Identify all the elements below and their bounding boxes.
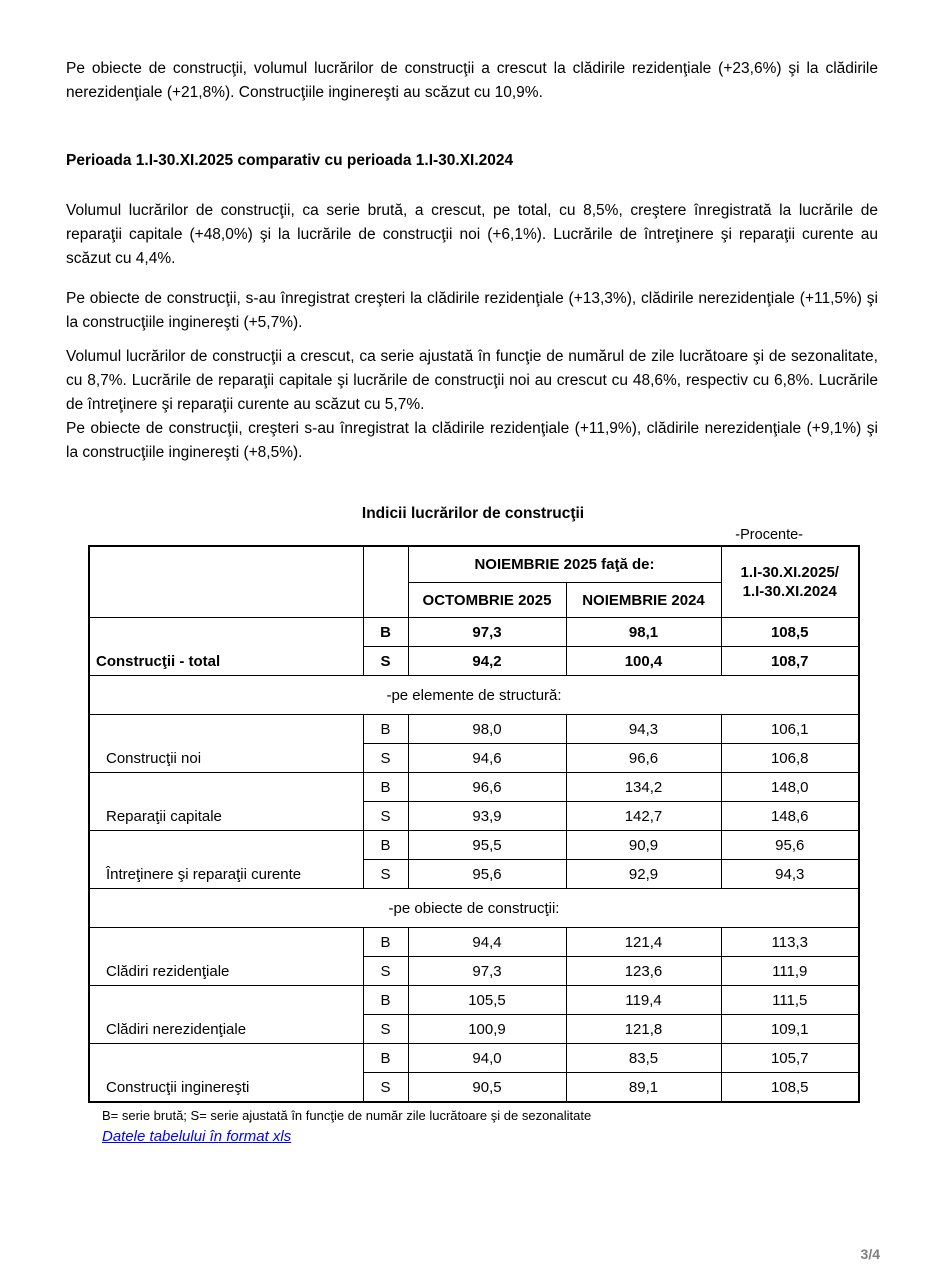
value-cell: 134,2	[566, 773, 721, 802]
value-cell: 111,9	[721, 957, 859, 986]
section-label-objects: -pe obiecte de construcţii:	[89, 889, 859, 928]
value-cell: 95,5	[408, 831, 566, 860]
value-cell: 95,6	[408, 860, 566, 889]
row-label-residential: Clădiri rezidenţiale	[89, 928, 363, 986]
value-cell: 105,7	[721, 1044, 859, 1073]
value-cell: 119,4	[566, 986, 721, 1015]
row-label-new-constructions: Construcţii noi	[89, 715, 363, 773]
series-code-b: B	[363, 928, 408, 957]
header-prev-month: OCTOMBRIE 2025	[408, 583, 566, 618]
row-label-maintenance: Întreţinere şi reparaţii curente	[89, 831, 363, 889]
series-code-b: B	[363, 773, 408, 802]
header-prev-year: NOIEMBRIE 2024	[566, 583, 721, 618]
value-cell: 94,6	[408, 744, 566, 773]
units-note: -Procente-	[735, 527, 803, 543]
header-compare-group: NOIEMBRIE 2025 faţă de:	[408, 546, 721, 583]
row-label-nonresidential: Clădiri nerezidenţiale	[89, 986, 363, 1044]
value-cell: 106,8	[721, 744, 859, 773]
value-cell: 83,5	[566, 1044, 721, 1073]
value-cell: 113,3	[721, 928, 859, 957]
value-cell: 95,6	[721, 831, 859, 860]
series-code-s: S	[363, 1073, 408, 1103]
table-row-maintenance-b	[89, 831, 859, 860]
header-empty-label-cell	[89, 546, 363, 618]
table-title: Indicii lucrărilor de construcţii	[361, 505, 585, 522]
value-cell: 111,5	[721, 986, 859, 1015]
section-row-structure	[89, 676, 859, 715]
value-cell: 97,3	[408, 957, 566, 986]
value-cell: 100,9	[408, 1015, 566, 1044]
table-row-new-b	[89, 715, 859, 744]
value-cell: 94,4	[408, 928, 566, 957]
value-cell: 108,5	[721, 1073, 859, 1103]
value-cell: 109,1	[721, 1015, 859, 1044]
value-cell: 98,1	[566, 618, 721, 647]
value-cell: 93,9	[408, 802, 566, 831]
table-row-capital-repairs-b	[89, 773, 859, 802]
row-label-capital-repairs: Reparaţii capitale	[89, 773, 363, 831]
xls-download-link[interactable]: Datele tabelului în format xls	[102, 1128, 292, 1145]
row-label-engineering: Construcţii inginereşti	[89, 1044, 363, 1103]
value-cell: 121,8	[566, 1015, 721, 1044]
series-code-s: S	[363, 744, 408, 773]
value-cell: 106,1	[721, 715, 859, 744]
value-cell: 89,1	[566, 1073, 721, 1103]
period-heading: Perioada 1.I-30.XI.2025 comparativ cu perioada 1.I-30.XI.2024	[66, 152, 514, 169]
value-cell: 148,6	[721, 802, 859, 831]
table-row-engineering-b	[89, 1044, 859, 1073]
series-code-s: S	[363, 1015, 408, 1044]
header-empty-code-cell	[363, 546, 408, 618]
paragraph-objects-gross: Pe obiecte de construcţii, s-au înregistrat creşteri la clădirile rezidenţiale (+13,3%), clădirile nerezidenţiale (+11,5%) şi la construcţiile inginereşti (+5,7%).	[66, 290, 878, 331]
value-cell: 94,0	[408, 1044, 566, 1073]
row-label-total: Construcţii - total	[89, 618, 363, 676]
value-cell: 148,0	[721, 773, 859, 802]
value-cell: 108,5	[721, 618, 859, 647]
page-number: 3/4	[860, 1246, 880, 1262]
section-row-objects	[89, 889, 859, 928]
value-cell: 96,6	[566, 744, 721, 773]
series-code-b: B	[363, 986, 408, 1015]
table-row-residential-b	[89, 928, 859, 957]
header-period-line2: 1.I-30.XI.2024	[742, 583, 837, 600]
header-period-line1: 1.I-30.XI.2025/	[740, 564, 839, 581]
indices-table	[88, 545, 860, 1103]
table-row-total-b	[89, 618, 859, 647]
table-header-row-1	[89, 546, 859, 583]
value-cell: 90,9	[566, 831, 721, 860]
paragraph-gross-series: Volumul lucrărilor de construcţii, ca serie brută, a crescut, pe total, cu 8,5%, creştere înregistrată la lucrările de reparaţii capitale (+48,0%) şi la lucrările de construcţii noi (+6,1%). Lucrările de întreţinere şi reparaţii curente au scăzut cu 4,4%.	[66, 202, 878, 267]
paragraph-objects-adjusted: Pe obiecte de construcţii, creşteri s-au înregistrat la clădirile rezidenţiale (+11,9%), clădirile nerezidenţiale (+9,1%) şi la construcţiile inginereşti (+8,5%).	[66, 420, 878, 461]
value-cell: 142,7	[566, 802, 721, 831]
header-period-ratio	[721, 546, 859, 618]
value-cell: 92,9	[566, 860, 721, 889]
series-code-s: S	[363, 860, 408, 889]
value-cell: 98,0	[408, 715, 566, 744]
series-code-s: S	[363, 647, 408, 676]
value-cell: 100,4	[566, 647, 721, 676]
series-code-b: B	[363, 1044, 408, 1073]
value-cell: 105,5	[408, 986, 566, 1015]
value-cell: 94,3	[566, 715, 721, 744]
value-cell: 123,6	[566, 957, 721, 986]
section-label-structure: -pe elemente de structură:	[89, 676, 859, 715]
paragraph-objects-month: Pe obiecte de construcţii, volumul lucrărilor de construcţii a crescut la clădirile rezidenţiale (+23,6%) şi la clădirile nerezidenţiale (+21,8%). Construcţiile inginereşti au scăzut cu 10,9%.	[66, 60, 878, 101]
value-cell: 121,4	[566, 928, 721, 957]
series-code-s: S	[363, 957, 408, 986]
value-cell: 94,2	[408, 647, 566, 676]
table-row-nonresidential-b	[89, 986, 859, 1015]
series-code-b: B	[363, 715, 408, 744]
value-cell: 96,6	[408, 773, 566, 802]
value-cell: 94,3	[721, 860, 859, 889]
value-cell: 90,5	[408, 1073, 566, 1103]
value-cell: 108,7	[721, 647, 859, 676]
paragraph-adjusted-series: Volumul lucrărilor de construcţii a crescut, ca serie ajustată în funcţie de numărul de zile lucrătoare şi de sezonalitate, cu 8,7%. Lucrările de reparaţii capitale şi lucrările de construcţii noi au crescut cu 48,6%, respectiv cu 6,8%. Lucrările de întreţinere şi reparaţii curente au scăzut cu 5,7%.	[66, 348, 878, 413]
table-footnote: B= serie brută; S= serie ajustată în funcţie de număr zile lucrătoare şi de sezonalitate	[102, 1108, 592, 1123]
series-code-s: S	[363, 802, 408, 831]
series-code-b: B	[363, 618, 408, 647]
series-code-b: B	[363, 831, 408, 860]
value-cell: 97,3	[408, 618, 566, 647]
